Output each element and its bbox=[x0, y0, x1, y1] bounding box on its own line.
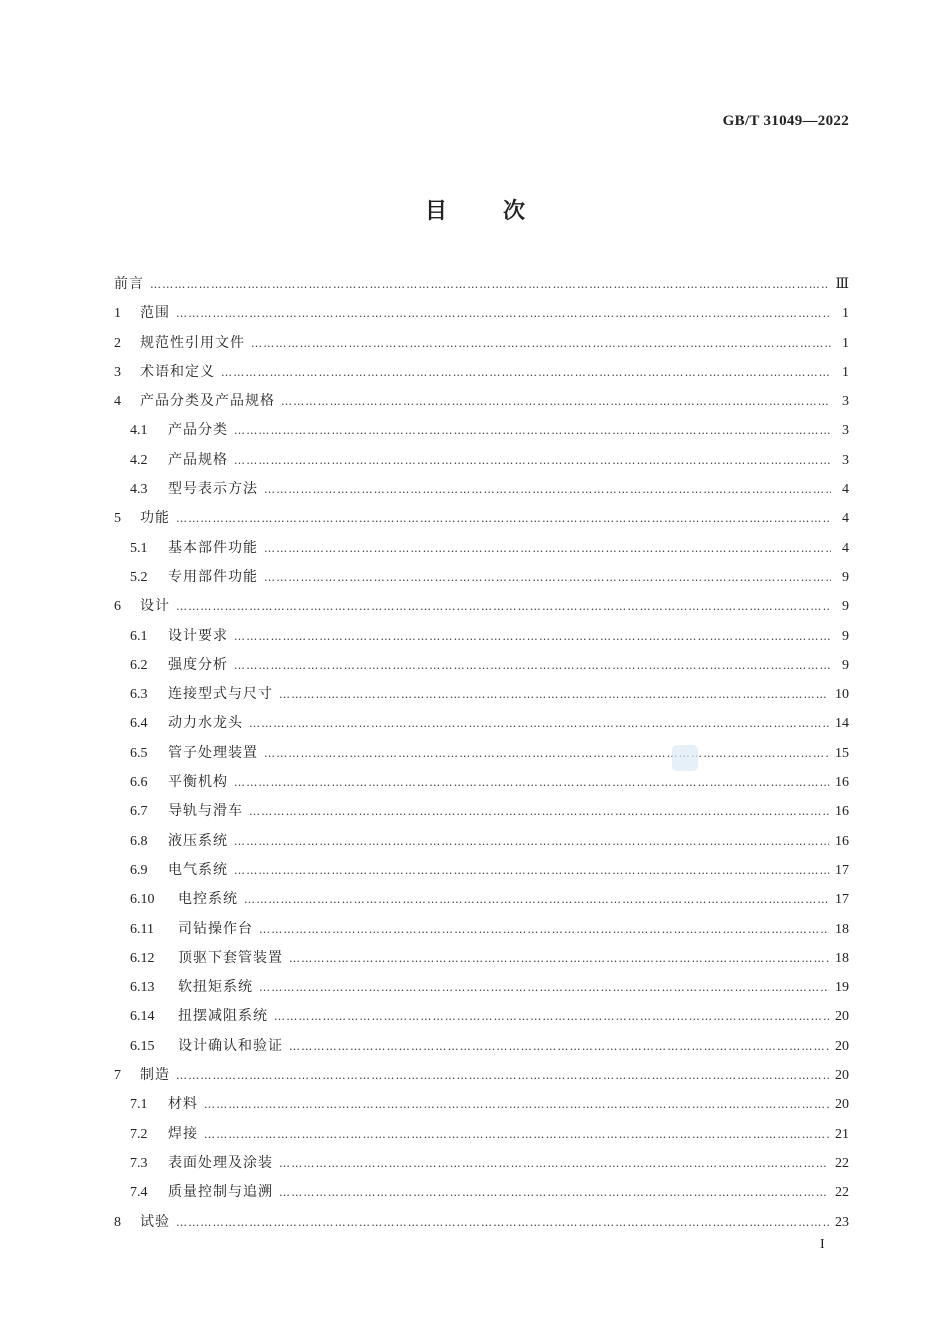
toc-entry-title: 动力水龙头 bbox=[168, 715, 243, 732]
toc-entry[interactable] bbox=[114, 475, 849, 504]
toc-dot-leader bbox=[234, 827, 829, 856]
toc-entry-number: 6.11 bbox=[130, 921, 154, 937]
toc-entry-page: 1 bbox=[842, 364, 849, 380]
toc-entry[interactable] bbox=[114, 1002, 849, 1031]
toc-entry-number: 3 bbox=[114, 364, 121, 380]
toc-entry-title: 质量控制与追溯 bbox=[168, 1184, 273, 1201]
toc-entry-page: 9 bbox=[842, 628, 849, 644]
toc-entry-number: 6.8 bbox=[130, 833, 148, 849]
toc-entry-page: 3 bbox=[842, 423, 849, 439]
toc-dot-leader bbox=[279, 1178, 829, 1207]
toc-dot-leader bbox=[234, 856, 829, 885]
toc-dot-leader bbox=[274, 1002, 829, 1031]
toc-entry-number: 6.10 bbox=[130, 892, 155, 908]
toc-entry[interactable] bbox=[114, 827, 849, 856]
toc-entry-title: 顶驱下套管装置 bbox=[178, 949, 283, 966]
toc-dot-leader bbox=[234, 768, 829, 797]
toc-entry-title: 型号表示方法 bbox=[168, 481, 258, 498]
toc-entry[interactable] bbox=[114, 329, 849, 358]
toc-dot-leader bbox=[150, 270, 829, 299]
toc-dot-leader bbox=[176, 1061, 829, 1090]
toc-entry-number: 6.15 bbox=[130, 1038, 155, 1054]
toc-entry-number: 7.3 bbox=[130, 1155, 148, 1171]
toc-entry-page: 10 bbox=[835, 687, 849, 703]
toc-entry-page: 9 bbox=[842, 599, 849, 615]
toc-entry-number: 7.2 bbox=[130, 1126, 148, 1142]
toc-entry[interactable] bbox=[114, 504, 849, 533]
toc-entry-page: 17 bbox=[835, 892, 849, 908]
toc-entry[interactable] bbox=[114, 1120, 849, 1149]
toc-entry-page: 18 bbox=[835, 950, 849, 966]
toc-entry[interactable] bbox=[114, 915, 849, 944]
toc-dot-leader bbox=[281, 387, 831, 416]
toc-dot-leader bbox=[234, 622, 831, 651]
toc-entry-title: 试验 bbox=[140, 1213, 170, 1230]
toc-entry[interactable] bbox=[114, 563, 849, 592]
toc-entry-page: 4 bbox=[842, 482, 849, 498]
toc-entry-title: 设计确认和验证 bbox=[178, 1037, 283, 1054]
toc-entry-page: 16 bbox=[835, 804, 849, 820]
toc-entry-number: 6.14 bbox=[130, 1009, 155, 1025]
toc-entry-title: 司钻操作台 bbox=[178, 920, 253, 937]
toc-entry[interactable] bbox=[114, 739, 849, 768]
toc-entry-title: 软扭矩系统 bbox=[178, 979, 253, 996]
toc-entry-page: 19 bbox=[835, 980, 849, 996]
toc-dot-leader bbox=[204, 1090, 829, 1119]
toc-entry-title: 连接型式与尺寸 bbox=[168, 686, 273, 703]
toc-entry[interactable] bbox=[114, 387, 849, 416]
toc-entry-number: 6.6 bbox=[130, 775, 148, 791]
toc-entry-page: Ⅲ bbox=[835, 277, 849, 292]
toc-entry-number: 6.13 bbox=[130, 980, 155, 996]
toc-entry-title: 制造 bbox=[140, 1067, 170, 1084]
toc-entry-page: 16 bbox=[835, 833, 849, 849]
toc-entry-page: 20 bbox=[835, 1009, 849, 1025]
toc-entry-title: 规范性引用文件 bbox=[140, 334, 245, 351]
watermark-logo bbox=[672, 745, 698, 771]
toc-entry-page: 9 bbox=[842, 569, 849, 585]
toc-entry-number: 6.12 bbox=[130, 950, 155, 966]
toc-entry-number: 1 bbox=[114, 306, 121, 322]
toc-entry[interactable] bbox=[114, 534, 849, 563]
toc-entry-title: 前言 bbox=[114, 276, 144, 292]
toc-entry[interactable] bbox=[114, 416, 849, 445]
toc-dot-leader bbox=[279, 680, 829, 709]
toc-entry[interactable] bbox=[114, 358, 849, 387]
toc-entry[interactable] bbox=[114, 856, 849, 885]
toc-entry-page: 4 bbox=[842, 540, 849, 556]
toc-entry-number: 5 bbox=[114, 511, 121, 527]
toc-entry-number: 6.2 bbox=[130, 657, 148, 673]
toc-entry-title: 材料 bbox=[168, 1096, 198, 1113]
toc-entry-page: 1 bbox=[842, 335, 849, 351]
toc-dot-leader bbox=[176, 504, 831, 533]
toc-entry-number: 6.3 bbox=[130, 687, 148, 703]
toc-entry-number: 6.9 bbox=[130, 862, 148, 878]
toc-entry-title: 功能 bbox=[140, 510, 170, 527]
toc-dot-leader bbox=[279, 1149, 829, 1178]
toc-entry[interactable] bbox=[114, 651, 849, 680]
toc-entry-page: 9 bbox=[842, 657, 849, 673]
toc-entry-title: 设计要求 bbox=[168, 627, 228, 644]
toc-entry-title: 专用部件功能 bbox=[168, 568, 258, 585]
toc-dot-leader bbox=[249, 797, 829, 826]
toc-entry-page: 15 bbox=[835, 745, 849, 761]
toc-entry[interactable] bbox=[114, 1149, 849, 1178]
toc-dot-leader bbox=[264, 739, 829, 768]
toc-entry[interactable] bbox=[114, 1178, 849, 1207]
page-number: I bbox=[820, 1237, 825, 1252]
toc-entry-number: 8 bbox=[114, 1214, 121, 1230]
toc-entry[interactable] bbox=[114, 1208, 849, 1237]
page-title: 目次 bbox=[424, 199, 581, 224]
toc-dot-leader bbox=[234, 416, 831, 445]
toc-entry[interactable] bbox=[114, 944, 849, 973]
toc-dot-leader bbox=[176, 1208, 829, 1237]
toc-entry-title: 扭摆减阻系统 bbox=[178, 1008, 268, 1025]
toc-dot-leader bbox=[264, 534, 831, 563]
toc-dot-leader bbox=[264, 563, 831, 592]
toc-entry-title: 液压系统 bbox=[168, 832, 228, 849]
toc-dot-leader bbox=[204, 1120, 829, 1149]
toc-entry[interactable] bbox=[114, 446, 849, 475]
toc-entry-page: 22 bbox=[835, 1155, 849, 1171]
toc-entry-title: 产品规格 bbox=[168, 451, 228, 468]
toc-entry-number: 5.1 bbox=[130, 540, 148, 556]
toc-dot-leader bbox=[289, 944, 829, 973]
toc-entry-number: 4.1 bbox=[130, 423, 148, 439]
toc-entry-number: 6 bbox=[114, 599, 121, 615]
toc-entry-title: 导轨与滑车 bbox=[168, 803, 243, 820]
toc-entry[interactable] bbox=[114, 885, 849, 914]
toc-entry-title: 术语和定义 bbox=[140, 363, 215, 380]
toc-dot-leader bbox=[176, 592, 831, 621]
toc-dot-leader bbox=[259, 973, 829, 1002]
toc-entry-title: 产品分类 bbox=[168, 422, 228, 439]
toc-entry[interactable] bbox=[114, 270, 849, 299]
toc-entry[interactable] bbox=[114, 1061, 849, 1090]
toc-entry-page: 1 bbox=[842, 306, 849, 322]
toc-entry-title: 电控系统 bbox=[178, 891, 238, 908]
toc-entry[interactable] bbox=[114, 709, 849, 738]
toc-entry-page: 3 bbox=[842, 452, 849, 468]
toc-entry-page: 4 bbox=[842, 511, 849, 527]
toc-entry-number: 4.3 bbox=[130, 482, 148, 498]
toc-entry-title: 电气系统 bbox=[168, 861, 228, 878]
toc-entry-page: 20 bbox=[835, 1097, 849, 1113]
toc-entry[interactable] bbox=[114, 622, 849, 651]
toc-dot-leader bbox=[264, 475, 831, 504]
toc-entry-page: 21 bbox=[835, 1126, 849, 1142]
toc-entry-number: 5.2 bbox=[130, 569, 148, 585]
toc-entry[interactable] bbox=[114, 299, 849, 328]
toc-dot-leader bbox=[221, 358, 831, 387]
toc-dot-leader bbox=[176, 299, 831, 328]
standard-code: GB/T 31049—2022 bbox=[722, 113, 849, 129]
toc-entry-number: 4 bbox=[114, 394, 121, 410]
toc-entry-title: 平衡机构 bbox=[168, 774, 228, 791]
toc-entry-title: 设计 bbox=[140, 598, 170, 615]
toc-entry-number: 6.5 bbox=[130, 745, 148, 761]
toc-entry-page: 23 bbox=[835, 1214, 849, 1230]
toc-entry-title: 管子处理装置 bbox=[168, 744, 258, 761]
toc-entry-page: 3 bbox=[842, 394, 849, 410]
toc-entry-number: 7 bbox=[114, 1068, 121, 1084]
toc-entry[interactable] bbox=[114, 1032, 849, 1061]
toc-entry[interactable] bbox=[114, 768, 849, 797]
toc-dot-leader bbox=[251, 329, 831, 358]
toc-entry-page: 16 bbox=[835, 775, 849, 791]
toc-entry-number: 4.2 bbox=[130, 452, 148, 468]
toc-entry-page: 20 bbox=[835, 1068, 849, 1084]
toc-entry[interactable] bbox=[114, 797, 849, 826]
toc-entry-number: 6.4 bbox=[130, 716, 148, 732]
toc-entry-title: 焊接 bbox=[168, 1125, 198, 1142]
toc-dot-leader bbox=[259, 915, 829, 944]
toc-dot-leader bbox=[289, 1032, 829, 1061]
toc-dot-leader bbox=[234, 651, 831, 680]
toc-entry-page: 20 bbox=[835, 1038, 849, 1054]
toc-entry-number: 2 bbox=[114, 335, 121, 351]
toc-entry[interactable] bbox=[114, 592, 849, 621]
toc-entry-title: 范围 bbox=[140, 305, 170, 322]
toc-entry-title: 基本部件功能 bbox=[168, 539, 258, 556]
toc-dot-leader bbox=[249, 709, 829, 738]
toc-entry-number: 7.4 bbox=[130, 1185, 148, 1201]
toc-entry-page: 14 bbox=[835, 716, 849, 732]
table-of-contents bbox=[114, 270, 849, 1237]
toc-entry[interactable] bbox=[114, 680, 849, 709]
toc-entry-page: 22 bbox=[835, 1185, 849, 1201]
toc-entry-number: 6.1 bbox=[130, 628, 148, 644]
toc-dot-leader bbox=[234, 446, 831, 475]
toc-entry-page: 17 bbox=[835, 862, 849, 878]
toc-entry-page: 18 bbox=[835, 921, 849, 937]
toc-entry-number: 7.1 bbox=[130, 1097, 148, 1113]
toc-entry-title: 产品分类及产品规格 bbox=[140, 393, 275, 410]
toc-entry[interactable] bbox=[114, 1090, 849, 1119]
toc-entry[interactable] bbox=[114, 973, 849, 1002]
toc-entry-title: 强度分析 bbox=[168, 656, 228, 673]
toc-entry-number: 6.7 bbox=[130, 804, 148, 820]
toc-dot-leader bbox=[244, 885, 829, 914]
toc-entry-title: 表面处理及涂装 bbox=[168, 1154, 273, 1171]
